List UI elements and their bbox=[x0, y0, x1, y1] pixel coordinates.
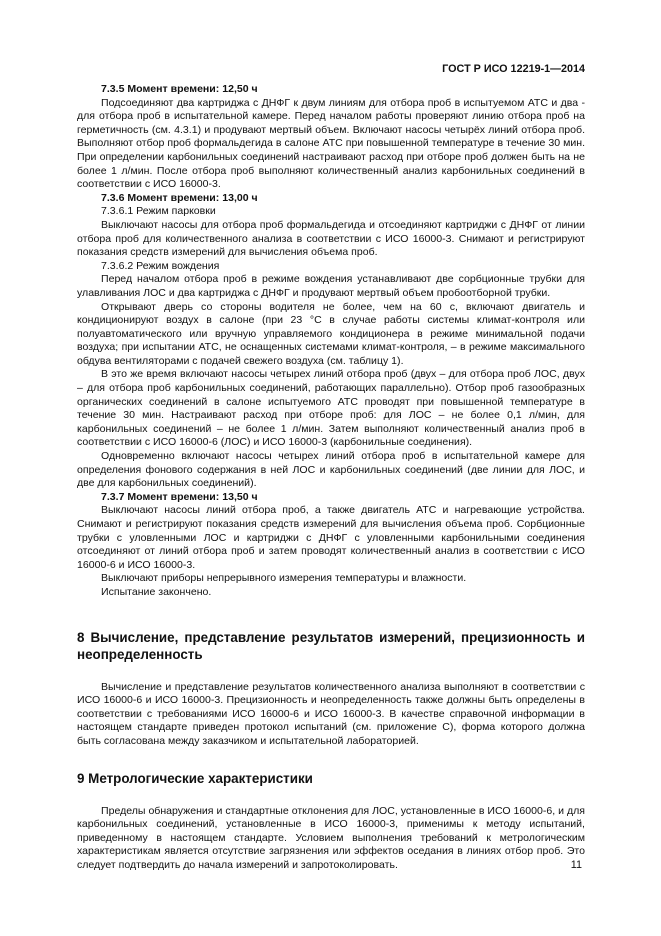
document-header: ГОСТ Р ИСО 12219-1—2014 bbox=[442, 63, 585, 75]
subsection-heading: 7.3.5 Момент времени: 12,50 ч bbox=[101, 83, 258, 95]
paragraph: Пределы обнаружения и стандартные отклонения для ЛОС, установленные в ИСО 16000-6, и для карбонильных соединений, установленные в ИСО 16000-3, применимы к методу испытаний, приведенному в настоящем стандарте. Условием выполнения требований к метрологическим характеристикам является отсутствие загрязнения или эффектов оседания в линиях отбор проб. Это следует подтвердить до начала измерений и запротоколировать. bbox=[77, 804, 585, 871]
paragraph: Подсоединяют два картриджа с ДНФГ к двум линиям для отбора проб в испытуемом АТС и два - для отбора проб в испытательной камере. Перед началом работы проверяют линию отбора проб на герметичность (см. 4.3.1) и продувают мертвый объем. Включают насосы четырёх линий отбора проб. Выполняют отбор проб формальдегида в салоне АТС при повышенной температуре в течение 30 мин. При определении карбонильных соединений настраивают расход при отборе проб должен быть на не более 1 л/мин. После отбора проб выполняют количественный анализ карбонильных соединений в соответствии с ИСО 16000-3. bbox=[77, 96, 585, 191]
paragraph: Вычисление и представление результатов количественного анализа выполняют в соответствии с ИСО 16000-6 и ИСО 16000-3. Прецизионность и неопределенность также должны быть определены в соответствии с требованиями ИСО 16000-6 и ИСО 16000-3. В качестве справочной информации в настоящем стандарте приведен протокол испытаний (см. приложение С), форма которого должна быть согласована между заказчиком и испытательной лабораторией. bbox=[77, 680, 585, 747]
section-heading-8: 8 Вычисление, представление результатов измерений, прецизионность и неопределенность bbox=[77, 629, 585, 662]
document-body bbox=[77, 83, 585, 873]
paragraph: Испытание закончено. bbox=[101, 585, 212, 598]
paragraph: Выключают приборы непрерывного измерения температуры и влажности. bbox=[101, 572, 467, 585]
paragraph: Перед началом отбора проб в режиме вождения устанавливают две сорбционные трубки для улавливания ЛОС и два картриджа с ДНФГ и продувают мертвый объем пробоотборной трубки. bbox=[77, 273, 585, 299]
subsection-heading: 7.3.7 Момент времени: 13,50 ч bbox=[101, 490, 258, 503]
page-number: 11 bbox=[570, 859, 582, 871]
clause-title: 7.3.6.1 Режим парковки bbox=[101, 205, 216, 218]
clause-title: 7.3.6.2 Режим вождения bbox=[101, 259, 220, 272]
paragraph: Одновременно включают насосы четырех линий отбора проб в испытательной камере для определения фонового содержания в ней ЛОС и карбонильных соединений (две линии для ЛОС, и две для карбонильных соединений). bbox=[77, 450, 585, 490]
paragraph: Открывают дверь со стороны водителя не более, чем на 60 с, включают двигатель и кондиционируют воздух в салоне (при 23 °С в случае работы системы климат-контроля или полуавтоматического или вручную управляемого кондиционера в режиме минимальной подачи воздуха; при испытании АТС, не оснащенных системами климат-контроля, – в режиме максимального обдува вентиляторами с подачей свежего воздуха (см. таблицу 1). bbox=[77, 300, 585, 367]
paragraph: В это же время включают насосы четырех линий отбора проб (двух – для отбора проб ЛОС, двух – для отбора проб карбонильных соединений, работающих параллельно). Отбор проб газообразных органических соединений в салоне испытуемого АТС проводят при повышенной температуре в течение 30 мин. Настраивают расход при отборе проб: для ЛОС – не более 0,1 л/мин, для карбонильных соединений – не более 1 л/мин. Затем выполняют количественный анализ проб в соответствии с ИСО 16000-6 (ЛОС) и ИСО 16000-3 (карбонильные соединения). bbox=[77, 368, 585, 449]
subsection-heading: 7.3.6 Момент времени: 13,00 ч bbox=[101, 191, 258, 204]
paragraph: Выключают насосы для отбора проб формальдегида и отсоединяют картриджи с ДНФГ от линии отбора проб для количественного анализа в соответствии с ИСО 16000-3. Снимают и регистрируют показания средств измерений для вычисления объема проб. bbox=[77, 218, 585, 259]
section-heading-9: 9 Метрологические характеристики bbox=[77, 770, 313, 786]
paragraph: Выключают насосы линий отбора проб, а также двигатель АТС и нагревающие устройства. Снимают и регистрируют показания средств измерений для вычисления объема проб. Сорбционные трубки с уловленными ЛОС и картриджи с ДНФГ с уловленными карбонильными соединения отсоединяют от линий отбора проб и затем проводят количественный анализ в соответствии с ИСО 16000-6 и ИСО 16000-3. bbox=[77, 504, 585, 571]
